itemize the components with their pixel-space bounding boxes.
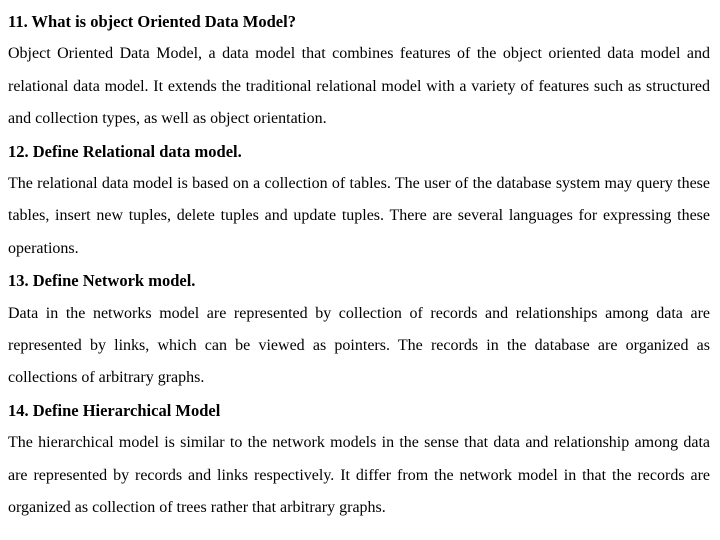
document-page — [8, 6, 710, 525]
section-body: The relational data model is based on a collection of tables. The user of the database system may query these tables, insert new tuples, delete tuples and update tuples. There are several languages for expressing these operations. — [8, 175, 710, 257]
section-body: The hierarchical model is similar to the network models in the sense that data and relationship among data are represented by records and links respectively. It differ from the network model in that the records are organized as collection of trees rather that arbitrary graphs. — [8, 434, 710, 517]
section-network-model — [8, 265, 710, 395]
section-object-oriented-model — [8, 6, 710, 136]
section-heading: 14. Define Hierarchical Model — [8, 400, 221, 420]
section-heading: 13. Define Network model. — [8, 271, 196, 291]
section-heading: 11. What is object Oriented Data Model? — [8, 12, 296, 31]
section-heading: 12. Define Relational data model. — [8, 141, 242, 161]
section-body: Object Oriented Data Model, a data model that combines features of the object oriented data model and relational data model. It extends the traditional relational model with a variety of features such as structured and collection types, as well as object orientation. — [8, 45, 710, 128]
section-body: Data in the networks model are represented by collection of records and relationships among data are represented by links, which can be viewed as pointers. The records in the database are organized as collections of arbitrary graphs. — [8, 304, 710, 387]
section-relational-model — [8, 136, 710, 266]
section-hierarchical-model — [8, 395, 710, 525]
